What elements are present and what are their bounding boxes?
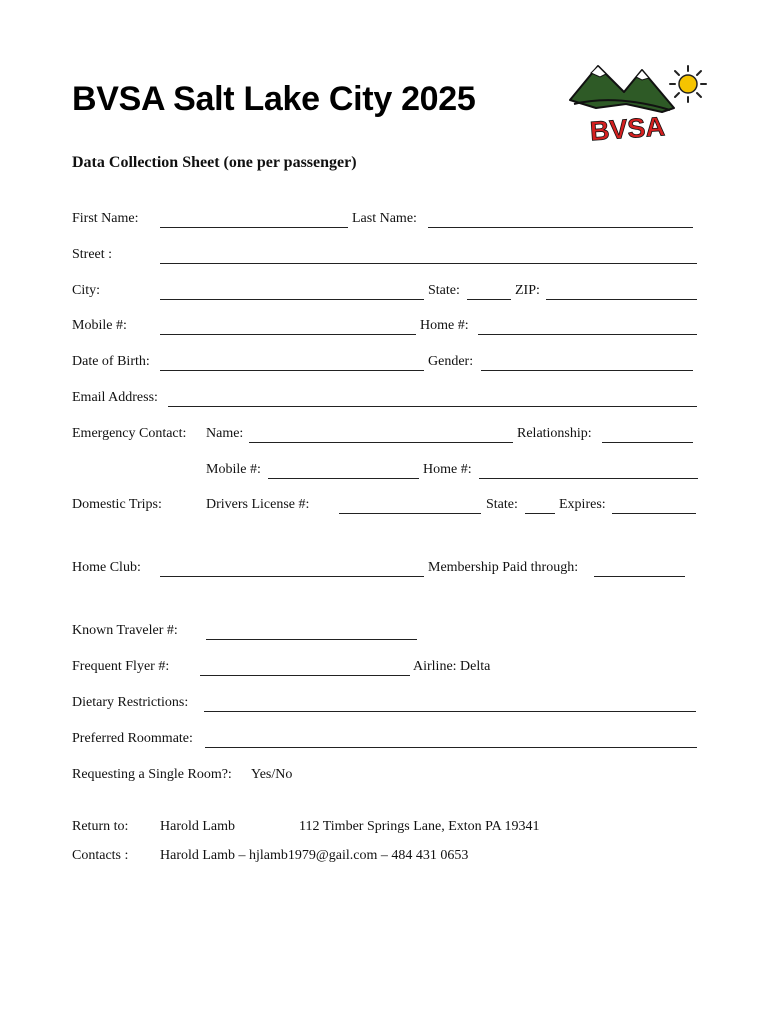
- return-to-address: 112 Timber Springs Lane, Exton PA 19341: [299, 819, 540, 834]
- logo-text: BVSA: [588, 111, 666, 147]
- domestic-trips-label: Domestic Trips:: [72, 497, 162, 512]
- gender-label: Gender:: [428, 354, 474, 369]
- airline-label: Airline: Delta: [413, 659, 491, 674]
- membership-field[interactable]: [594, 562, 685, 577]
- street-field[interactable]: [160, 249, 697, 264]
- ec-name-field[interactable]: [249, 428, 513, 443]
- email-label: Email Address:: [72, 390, 158, 405]
- dietary-field[interactable]: [204, 697, 696, 712]
- ec-home-label: Home #:: [423, 462, 472, 477]
- drivers-license-label: Drivers License #:: [206, 497, 310, 512]
- street-label: Street :: [72, 247, 113, 262]
- return-to-label: Return to:: [72, 819, 129, 834]
- frequent-flyer-field[interactable]: [200, 661, 410, 676]
- known-traveler-label: Known Traveler #:: [72, 623, 178, 638]
- gender-field[interactable]: [481, 356, 693, 371]
- zip-label: ZIP:: [515, 283, 540, 298]
- mobile-field[interactable]: [160, 320, 416, 335]
- home-club-label: Home Club:: [72, 560, 141, 575]
- ec-relationship-label: Relationship:: [517, 426, 592, 441]
- last-name-label: Last Name:: [352, 211, 417, 226]
- state-label: State:: [428, 283, 460, 298]
- contacts-value: Harold Lamb – hjlamb1979@gail.com – 484 431 0653: [160, 848, 469, 863]
- contacts-label: Contacts :: [72, 848, 129, 863]
- page-title: BVSA Salt Lake City 2025: [72, 80, 476, 118]
- known-traveler-field[interactable]: [206, 625, 417, 640]
- home-club-field[interactable]: [160, 562, 424, 577]
- return-to-name: Harold Lamb: [160, 819, 236, 834]
- home-phone-field[interactable]: [478, 320, 697, 335]
- membership-label: Membership Paid through:: [428, 560, 579, 575]
- drivers-license-field[interactable]: [339, 499, 481, 514]
- mobile-label: Mobile #:: [72, 318, 127, 333]
- home-phone-label: Home #:: [420, 318, 469, 333]
- emergency-contact-label: Emergency Contact:: [72, 426, 187, 441]
- dl-state-label: State:: [486, 497, 518, 512]
- email-field[interactable]: [168, 392, 697, 407]
- city-label: City:: [72, 283, 101, 298]
- frequent-flyer-label: Frequent Flyer #:: [72, 659, 170, 674]
- form-subtitle: Data Collection Sheet (one per passenger): [72, 154, 357, 171]
- dob-label: Date of Birth:: [72, 354, 150, 369]
- last-name-field[interactable]: [428, 213, 693, 228]
- dl-state-field[interactable]: [525, 499, 555, 514]
- roommate-label: Preferred Roommate:: [72, 731, 193, 746]
- roommate-field[interactable]: [205, 733, 697, 748]
- dietary-label: Dietary Restrictions:: [72, 695, 189, 710]
- first-name-field[interactable]: [160, 213, 348, 228]
- single-room-label: Requesting a Single Room?:: [72, 767, 232, 782]
- ec-name-label: Name:: [206, 426, 244, 441]
- first-name-label: First Name:: [72, 211, 139, 226]
- dob-field[interactable]: [160, 356, 424, 371]
- state-field[interactable]: [467, 285, 511, 300]
- city-field[interactable]: [160, 285, 424, 300]
- ec-home-field[interactable]: [479, 464, 698, 479]
- dl-expires-label: Expires:: [559, 497, 606, 512]
- ec-mobile-field[interactable]: [268, 464, 419, 479]
- ec-mobile-label: Mobile #:: [206, 462, 261, 477]
- ec-relationship-field[interactable]: [602, 428, 693, 443]
- bvsa-logo: [566, 56, 716, 148]
- mountains-sun-logo: [570, 66, 706, 112]
- dl-expires-field[interactable]: [612, 499, 696, 514]
- single-room-options[interactable]: Yes/No: [251, 767, 293, 782]
- zip-field[interactable]: [546, 285, 697, 300]
